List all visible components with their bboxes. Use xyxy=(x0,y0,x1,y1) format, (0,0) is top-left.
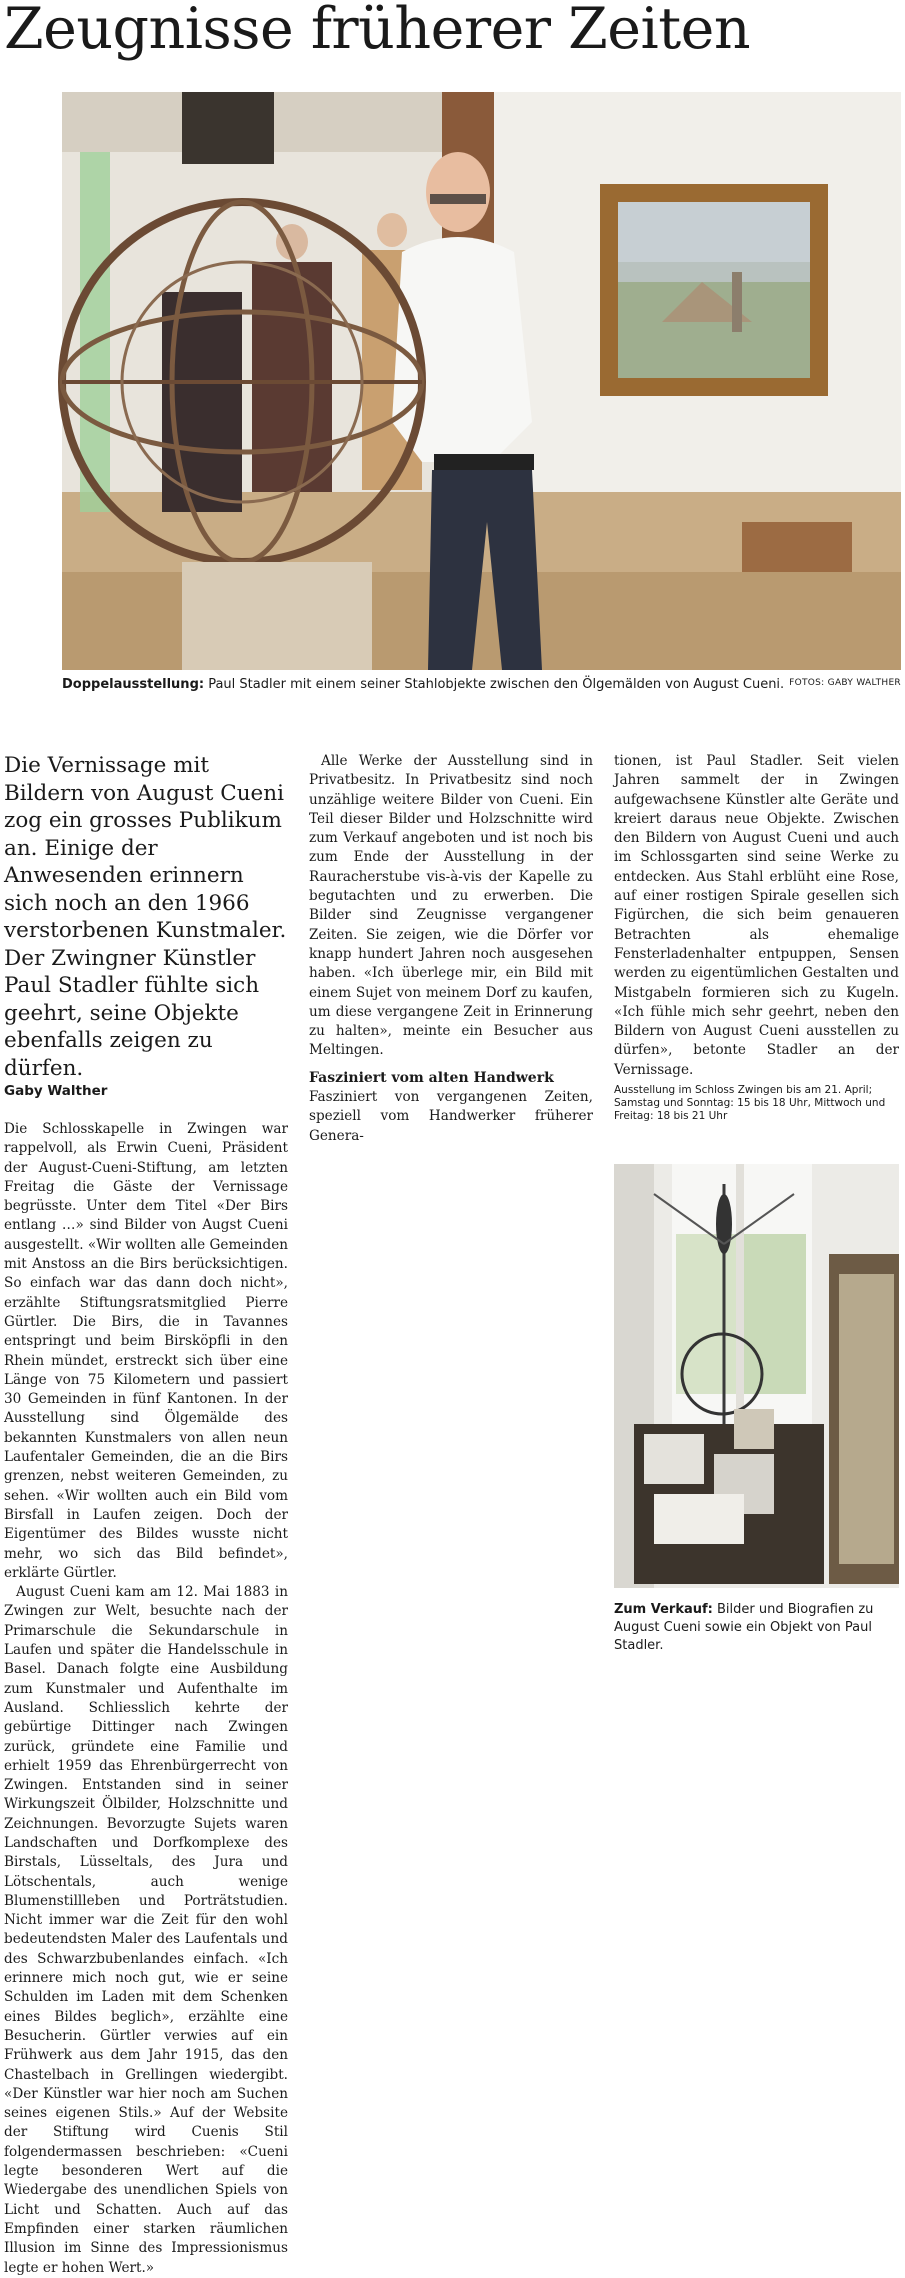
body-column-1 xyxy=(4,1120,288,2276)
main-photo xyxy=(62,92,901,670)
body-paragraph: Die Schlosskapelle in Zwingen war rappelvoll, als Erwin Cueni, Präsident der August-Cueni-Stiftung, am letzten Freitag die Gäste der Vernissage begrüsste. Unter dem Titel «Der Birs entlang …» sind Bilder von Augst Cueni ausgestellt. «Wir wollten alle Gemeinden mit Anstoss an die Birs berücksichtigen. So einfach war das dann doch nicht», erzählte Stiftungsratsmitglied Pierre Gürtler. Die Birs, die in Tavannes entspringt und beim Birsköpfli in den Rhein mündet, erstreckt sich über eine Länge von 75 Kilometern und passiert 30 Gemeinden in fünf Kantonen. In der Ausstellung sind Ölgemälde des bekannten Kunstmalers von allen neun Laufentaler Gemeinden, die an die Birs grenzen, nebst weiteren Gemeinden, zu sehen. «Wir wollten auch ein Bild vom Birsfall in Laufen zeigen. Doch der Eigentümer des Bildes wusste nicht mehr, wo sich das Bild befindet», erklärte Gürtler. xyxy=(4,1121,288,1581)
body-column-2 xyxy=(309,752,593,1667)
caption-text: Paul Stadler mit einem seiner Stahlobjekte zwischen den Ölgemälden von August Cueni. xyxy=(204,677,785,692)
body-paragraph: Alle Werke der Ausstellung sind in Privatbesitz. In Privatbesitz sind noch unzählige weitere Bilder von Cueni. Ein Teil dieser Bilder und Holzschnitte wird zum Verkauf angeboten und ist noch bis zum Ende der Ausstellung in der Rauracherstube vis-à-vis der Kapelle zu begutachten und zu erwerben. Die Bilder sind Zeugnisse vergangener Zeiten. Sie zeigen, wie die Dörfer vor knapp hundert Jahren noch ausgesehen haben. «Ich überlege mir, ein Bild mit einem Sujet von meinem Dorf zu kaufen, um diese vergangene Zeit in Erinnerung zu halten», meinte ein Besucher aus Meltingen. xyxy=(309,753,593,1059)
exhibition-info: Ausstellung im Schloss Zwingen bis am 21. April; Samstag und Sonntag: 15 bis 18 Uhr, Mittwoch und Freitag: 18 bis 21 Uhr xyxy=(614,1084,886,1122)
subheading: Fasziniert vom alten Handwerk xyxy=(309,1069,554,1086)
headline: Zeugnisse früherer Zeiten xyxy=(4,0,751,62)
body-column-3 xyxy=(614,752,899,1080)
main-photo-caption xyxy=(62,676,901,693)
body-paragraph: August Cueni kam am 12. Mai 1883 in Zwingen zur Welt, besuchte nach der Primarschule die Sekundarschule in Laufen und später die Handelsschule in Basel. Danach folgte eine Ausbildung zum Kunstmaler und Aufenthalte im Ausland. Schliesslich kehrte der gebürtige Dittinger nach Zwingen zurück, gründete eine Familie und erhielt 1959 das Ehrenbürgerrecht von Zwingen. Entstanden sind in seiner Wirkungszeit Ölbilder, Holzschnitte und Zeichnungen. Bevorzugte Sujets waren Landschaften und Dorfkomplexe des Birstals, Lüsseltals, des Jura und Lötschentals, auch wenige Blumenstillleben und Porträtstudien. Nicht immer war die Zeit für den wohl bedeutendsten Maler des Laufentals und des Schwarzbubenlandes einfach. «Ich erinnere mich noch gut, wie er seine Schulden im Laden mit dem Schenken eines Bildes beglich», erzählte eine Besucherin. Gürtler verwies auf ein Frühwerk aus dem Jahr 1915, das den Chastelbach in Grellingen wiedergibt. «Der Künstler war hier noch am Suchen seines eigenen Stils.» Auf der Website der Stiftung wird Cuenis Stil folgendermassen beschrieben: «Cueni legte besonderen Wert auf die Wiedergabe des unendlichen Spiels von Licht und Schatten. Auch auf das Empfinden einer starken räumlichen Illusion im Sinne des Impressionismus legte er hohen Wert.» xyxy=(4,1584,288,2276)
sales-photo-illustration xyxy=(614,1164,899,1588)
lead-paragraph: Die Vernissage mit Bildern von August Cueni zog ein grosses Publikum an. Einige der Anwesenden erinnern sich noch an den 1966 verstorbenen Kunstmaler. Der Zwingner Künstler Paul Stadler fühlte sich geehrt, seine Objekte ebenfalls zeigen zu dürfen. xyxy=(4,753,287,1081)
side-photo xyxy=(614,1164,899,1588)
body-paragraph: Fasziniert von vergangenen Zeiten, speziell vom Handwerker früherer Genera- xyxy=(309,1089,593,1144)
photo-credit: FOTOS: GABY WALTHER xyxy=(789,678,901,688)
side-caption-label: Zum Verkauf: xyxy=(614,1602,713,1617)
exhibition-photo-illustration xyxy=(62,92,901,670)
side-photo-caption xyxy=(614,1601,899,1655)
author-byline: Gaby Walther xyxy=(4,1083,108,1099)
body-paragraph: tionen, ist Paul Stadler. Seit vielen Jahren sammelt der in Zwingen aufgewachsene Künstler alte Geräte und kreiert daraus neue Objekte. Zwischen den Bildern von August Cueni und auch im Schlossgarten sind seine Werke zu entdecken. Aus Stahl erblüht eine Rose, auf einer rostigen Spirale gesellen sich Figürchen, die sich beim genaueren Betrachten als ehemalige Fensterladenhalter entpuppen, Sensen werden zu eigentümlichen Gestalten und Mistgabeln formieren sich zu Kugeln. «Ich fühle mich sehr geehrt, neben den Bildern von August Cueni ausstellen zu dürfen», betonte Stadler an der Vernissage. xyxy=(614,753,899,1078)
side-caption-text: Bilder und Biografien zu August Cueni sowie ein Objekt von Paul Stadler. xyxy=(614,1602,874,1653)
caption-label: Doppelausstellung: xyxy=(62,677,205,692)
